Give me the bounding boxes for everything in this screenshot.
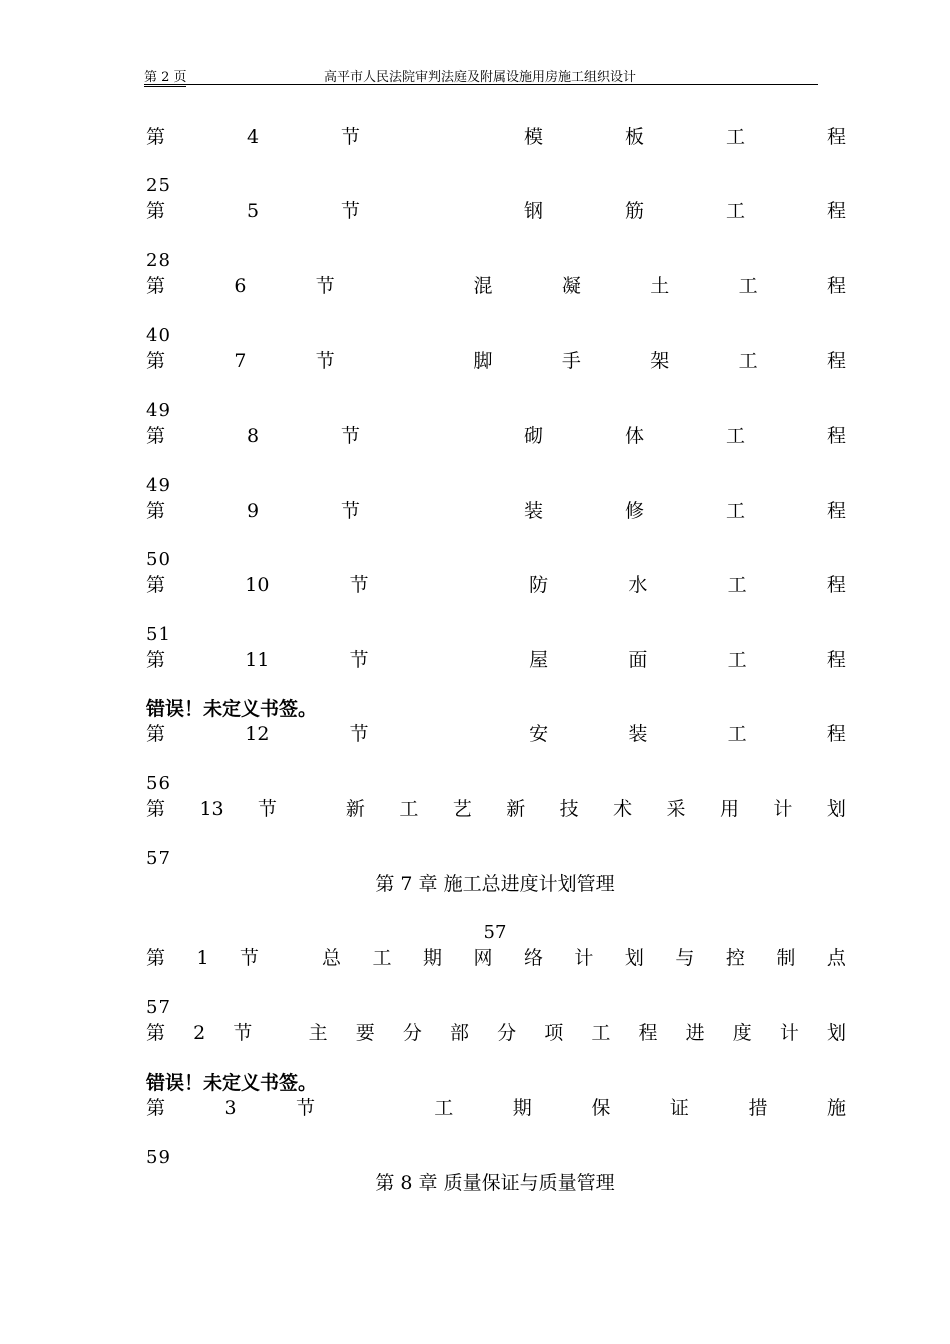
toc-entry-part: 程: [638, 1022, 658, 1044]
toc-entry: [146, 723, 846, 745]
toc-entry-part: 节: [233, 1022, 253, 1044]
toc-entry-part: 防: [529, 574, 549, 596]
toc-page-number: 59: [146, 1147, 171, 1168]
toc-entry-part: 第: [146, 1022, 166, 1044]
toc-entry-part: 节: [258, 798, 278, 820]
bookmark-error-text: 错误！未定义书签。: [146, 1072, 318, 1094]
toc-entry-part: 工: [434, 1097, 454, 1119]
toc-entry-part: 工: [727, 723, 747, 745]
toc-entry-part: 总: [322, 947, 342, 969]
toc-entry-part: 9: [246, 500, 260, 522]
toc-entry-part: 计: [773, 798, 793, 820]
toc-entry-part: 10: [245, 574, 270, 596]
toc-entry-part: 第: [146, 425, 166, 447]
toc-entry: [146, 574, 846, 596]
toc-entry-part: 期: [512, 1097, 532, 1119]
toc-entry-part: 屋: [529, 649, 549, 671]
document-title: 高平市人民法院审判法庭及附属设施用房施工组织设计: [324, 70, 637, 85]
toc-entry-part: 程: [826, 275, 846, 297]
toc-entry-part: 2: [193, 1022, 206, 1044]
toc-page-number: 25: [146, 175, 171, 196]
toc-entry-part: 计: [779, 1022, 799, 1044]
toc-entry-part: 程: [826, 200, 846, 222]
toc-entry-part: 程: [826, 574, 846, 596]
toc-entry-part: 第: [146, 200, 166, 222]
toc-entry-part: 分: [402, 1022, 422, 1044]
toc-page-number: 28: [146, 250, 171, 271]
toc-entry-part: 措: [748, 1097, 768, 1119]
toc-entry-part: 度: [732, 1022, 752, 1044]
toc-entry-part: 节: [341, 425, 361, 447]
toc-entry-part: 钢: [524, 200, 544, 222]
toc-entry-part: 混: [473, 275, 493, 297]
toc-entry-part: 第: [146, 350, 166, 372]
toc-entry-part: 节: [349, 723, 369, 745]
toc-entry-part: 施: [826, 1097, 846, 1119]
toc-entry-part: 模: [524, 126, 544, 148]
page-number: 第 2 页: [144, 70, 187, 85]
toc-entry-part: 划: [826, 1022, 846, 1044]
toc-entry-part: 术: [613, 798, 633, 820]
toc-entry-part: 13: [199, 798, 224, 820]
toc-entry-part: 7: [234, 350, 247, 372]
toc-page-number: 51: [146, 624, 171, 645]
toc-entry-part: 节: [341, 500, 361, 522]
toc-entry-part: 板: [624, 126, 644, 148]
toc-entry-part: 4: [246, 126, 260, 148]
toc-entry: [146, 200, 846, 222]
toc-entry-part: 砌: [524, 425, 544, 447]
toc-entry-part: 体: [624, 425, 644, 447]
toc-entry-part: 安: [529, 723, 549, 745]
toc-entry-part: 程: [826, 425, 846, 447]
toc-entry-part: 第: [146, 947, 166, 969]
toc-entry-part: 节: [349, 574, 369, 596]
toc-entry: [146, 275, 846, 297]
toc-entry-part: 程: [826, 723, 846, 745]
toc-entry-part: 8: [246, 425, 260, 447]
page-header: [144, 64, 818, 85]
toc-entry-part: 6: [234, 275, 247, 297]
toc-entry-part: 架: [650, 350, 670, 372]
toc-entry-part: 修: [624, 500, 644, 522]
toc-entry: [146, 1097, 846, 1119]
toc-entry-part: 工: [727, 574, 747, 596]
toc-page-number: 50: [146, 549, 171, 570]
toc-entry: [146, 798, 846, 820]
toc-entry-part: 新: [345, 798, 365, 820]
toc-entry: [146, 1022, 846, 1044]
toc-entry-part: 节: [315, 275, 335, 297]
toc-entry-part: 12: [245, 723, 270, 745]
toc-entry-part: 络: [523, 947, 543, 969]
toc-entry-part: 11: [245, 649, 270, 671]
toc-entry-part: 手: [561, 350, 581, 372]
toc-entry-part: 第: [146, 574, 166, 596]
toc-entry-part: 凝: [561, 275, 581, 297]
toc-entry-part: 程: [826, 500, 846, 522]
toc-entry-part: 面: [628, 649, 648, 671]
toc-entry: [146, 947, 846, 969]
toc-entry-part: 节: [315, 350, 335, 372]
toc-entry-part: 第: [146, 723, 166, 745]
toc-entry-part: 证: [669, 1097, 689, 1119]
toc-entry-part: 进: [685, 1022, 705, 1044]
toc-entry-part: 脚: [473, 350, 493, 372]
toc-entry-part: 工: [372, 947, 392, 969]
toc-entry-part: 工: [725, 200, 745, 222]
toc-entry-part: 新: [506, 798, 526, 820]
toc-entry-part: 采: [666, 798, 686, 820]
toc-page-number: 57: [146, 997, 171, 1018]
toc-entry-part: 3: [224, 1097, 237, 1119]
toc-entry-part: 项: [544, 1022, 564, 1044]
chapter-page-number: 57: [483, 922, 507, 943]
toc-entry-part: 第: [146, 649, 166, 671]
toc-entry-part: 节: [240, 947, 260, 969]
toc-entry-part: 第: [146, 798, 166, 820]
toc-page-number: 49: [146, 475, 171, 496]
toc-entry-part: 技: [559, 798, 579, 820]
toc-entry-part: 划: [826, 798, 846, 820]
toc-entry-part: 1: [196, 947, 209, 969]
toc-entry-part: 节: [341, 200, 361, 222]
toc-entry-part: 工: [725, 500, 745, 522]
toc-entry-part: 工: [725, 425, 745, 447]
toc-entry-part: 与: [675, 947, 695, 969]
toc-entry-part: 第: [146, 1097, 166, 1119]
toc-entry-part: 节: [349, 649, 369, 671]
toc-entry-part: 制: [776, 947, 796, 969]
chapter-heading: 第 8 章 质量保证与质量管理: [375, 1172, 615, 1194]
toc-entry: [146, 425, 846, 447]
toc-entry-part: 土: [650, 275, 670, 297]
toc-entry-part: 程: [826, 126, 846, 148]
toc-entry: [146, 649, 846, 671]
toc-entry-part: 节: [296, 1097, 316, 1119]
toc-entry-part: 工: [591, 1022, 611, 1044]
toc-page-number: 49: [146, 400, 171, 421]
toc-entry-part: 划: [624, 947, 644, 969]
toc-page-number: 40: [146, 325, 171, 346]
toc-entry-part: 装: [524, 500, 544, 522]
toc-entry-part: 筋: [624, 200, 644, 222]
chapter-heading: 第 7 章 施工总进度计划管理: [375, 873, 615, 895]
toc-entry: [146, 126, 846, 148]
toc-entry-part: 工: [738, 350, 758, 372]
toc-entry-part: 部: [449, 1022, 469, 1044]
toc-entry-part: 计: [574, 947, 594, 969]
toc-entry-part: 要: [355, 1022, 375, 1044]
toc-entry: [146, 500, 846, 522]
bookmark-error-text: 错误！未定义书签。: [146, 698, 318, 720]
toc-page-number: 57: [146, 848, 171, 869]
toc-entry-part: 分: [497, 1022, 517, 1044]
toc-page-number: 56: [146, 773, 171, 794]
toc-entry-part: 用: [719, 798, 739, 820]
toc-entry-part: 工: [725, 126, 745, 148]
toc-entry-part: 节: [341, 126, 361, 148]
toc-entry-part: 期: [422, 947, 442, 969]
toc-entry-part: 程: [826, 350, 846, 372]
toc-entry-part: 艺: [452, 798, 472, 820]
page-number-underline: [144, 86, 186, 87]
toc-entry-part: 工: [738, 275, 758, 297]
toc-entry: [146, 350, 846, 372]
toc-entry-part: 控: [725, 947, 745, 969]
toc-entry-part: 第: [146, 500, 166, 522]
toc-entry-part: 工: [727, 649, 747, 671]
toc-entry-part: 5: [246, 200, 260, 222]
toc-entry-part: 装: [628, 723, 648, 745]
toc-entry-part: 工: [399, 798, 419, 820]
toc-entry-part: 保: [591, 1097, 611, 1119]
toc-entry-part: 水: [628, 574, 648, 596]
toc-entry-part: 第: [146, 126, 166, 148]
toc-entry-part: 第: [146, 275, 166, 297]
toc-entry-part: 程: [826, 649, 846, 671]
toc-entry-part: 网: [473, 947, 493, 969]
toc-entry-part: 点: [826, 947, 846, 969]
toc-entry-part: 主: [308, 1022, 328, 1044]
